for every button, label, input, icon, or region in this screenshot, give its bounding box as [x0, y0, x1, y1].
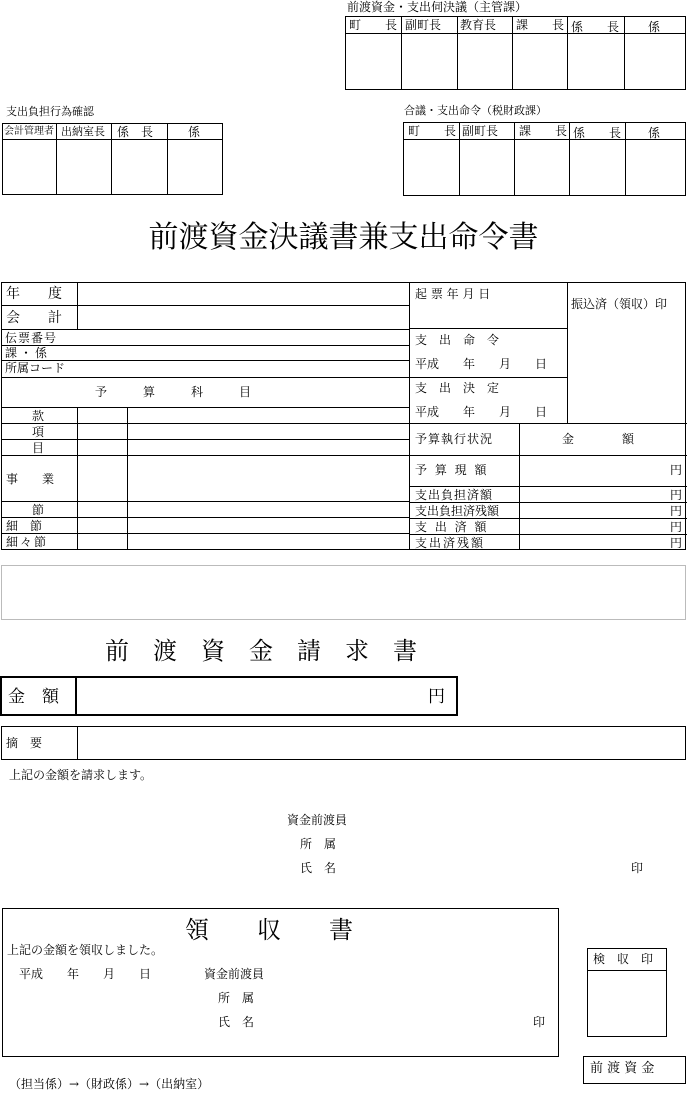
row-futan-zan-unit: 円	[670, 504, 683, 518]
denpyo-label: 伝票番号	[5, 331, 58, 345]
kihyo-label: 起 票 年 月 日	[415, 287, 491, 301]
approval-top-col-6: 係	[648, 20, 661, 34]
row-yosan-genga-label: 予 算 現 額	[415, 463, 489, 477]
consult-col-5: 係	[648, 126, 661, 140]
request-title: 前 渡 資 金 請 求 書	[105, 637, 417, 665]
shikko-label: 予算執行状況	[415, 432, 494, 446]
kan-label: 款	[32, 409, 45, 423]
tekiyo-box	[1, 726, 686, 760]
saisaisetsu-label: 細々節	[6, 535, 49, 549]
ka-kakari-label: 課・係	[5, 346, 51, 360]
amount-box	[0, 676, 458, 716]
approval-top-col-2: 副町長	[405, 18, 442, 32]
row-shishutsu-sumi-unit: 円	[670, 520, 683, 534]
shishutsu-kettei-label: 支 出 決 定	[415, 381, 500, 395]
row-futan-zan-label: 支出負担済残額	[415, 504, 500, 518]
approval-top-title: 前渡資金・支出伺決議（主管課）	[347, 0, 528, 14]
request-shimei: 氏 名	[300, 861, 337, 875]
kou-label: 項	[32, 425, 45, 439]
row-futan-sumi-unit: 円	[670, 488, 683, 502]
approval-top-col-1: 町 長	[349, 18, 398, 32]
heisei-date-1: 平成 年 月 日	[415, 357, 548, 371]
maewatashi-label: 前 渡 資 金	[590, 1061, 655, 1076]
amount-label: 金 額	[8, 687, 59, 707]
kenshu-label: 検 収 印	[593, 952, 654, 966]
yosan-kamoku-label: 予 算 科 目	[95, 385, 252, 399]
heisei-date-2: 平成 年 月 日	[415, 405, 548, 419]
amount-yen: 円	[428, 687, 445, 707]
confirm-col-4: 係	[188, 125, 201, 139]
request-seal: 印	[631, 861, 644, 875]
confirm-col-1: 会計管理者	[4, 126, 54, 137]
kingaku-header: 金 額	[562, 432, 635, 446]
setsu-label: 節	[32, 503, 45, 517]
approval-top-col-3: 教育長	[460, 18, 497, 32]
consult-col-3: 課 長	[519, 124, 568, 138]
furikomi-label: 振込済（領収）印	[571, 297, 668, 311]
shishutsu-meirei-label: 支 出 命 令	[415, 333, 500, 347]
row-shishutsu-zan-unit: 円	[670, 536, 683, 550]
flow-text: （担当係）→（財政係）→（出納室）	[9, 1077, 210, 1091]
receipt-seal: 印	[533, 1015, 546, 1029]
row-shishutsu-zan-label: 支出済残額	[415, 536, 486, 550]
consult-col-4: 係 長	[573, 126, 622, 140]
receipt-shimei: 氏 名	[218, 1015, 255, 1029]
receipt-shozoku: 所 属	[218, 991, 255, 1005]
jigyo-label: 事 業	[6, 472, 55, 486]
confirm-col-2: 出納室長	[61, 125, 105, 138]
row-futan-sumi-label: 支出負担済額	[415, 488, 494, 502]
confirm-title: 支出負担行為確認	[6, 105, 94, 118]
row-shishutsu-sumi-label: 支 出 済 額	[415, 520, 489, 534]
receipt-official: 資金前渡員	[204, 967, 265, 981]
confirm-col-3: 係 長	[117, 125, 154, 139]
nendo-label: 年 度	[6, 286, 62, 302]
row-yosan-genga-unit: 円	[670, 463, 683, 477]
kaikei-label: 会 計	[6, 310, 62, 326]
receipt-statement: 上記の金額を領収しました。	[7, 943, 164, 957]
request-statement: 上記の金額を請求します。	[9, 768, 153, 782]
receipt-title: 領 収 書	[185, 916, 353, 944]
request-shozoku: 所 属	[300, 837, 337, 851]
shozoku-code-label: 所属コード	[5, 361, 66, 375]
moku-label: 目	[32, 441, 45, 455]
receipt-date: 平成 年 月 日	[19, 967, 152, 981]
consult-col-1: 町 長	[408, 124, 457, 138]
approval-top-col-4: 課 長	[516, 18, 565, 32]
saisetsu-label: 細 節	[6, 519, 43, 533]
tekiyo-label: 摘 要	[6, 736, 43, 750]
consult-title: 合議・支出命令（税財政課）	[404, 104, 547, 117]
consult-col-2: 副町長	[462, 124, 499, 138]
approval-top-col-5: 係 長	[571, 20, 620, 34]
main-title: 前渡資金決議書兼支出命令書	[148, 220, 539, 255]
request-official: 資金前渡員	[287, 813, 348, 827]
blank-box	[1, 565, 686, 620]
